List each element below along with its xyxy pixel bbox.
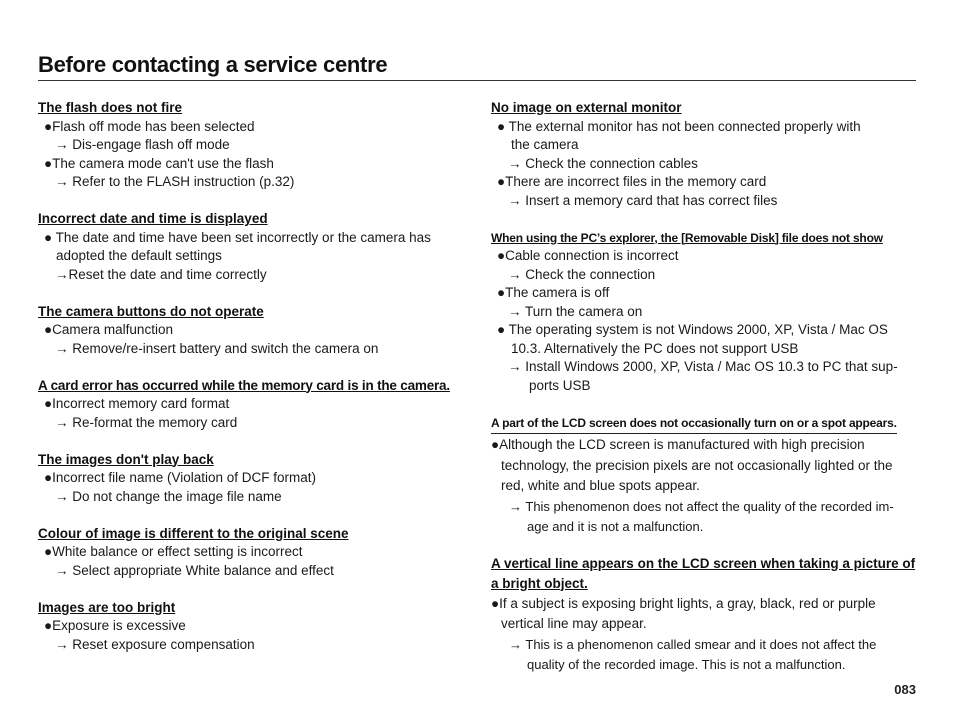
remedy-item: → Reset exposure compensation [55, 636, 255, 652]
spacer [491, 210, 917, 229]
cause-item: ●White balance or effect setting is incorrect [44, 544, 303, 559]
section-buttons-not-operate [38, 303, 468, 359]
cause-item: ●Incorrect file name (Violation of DCF format) [44, 470, 316, 485]
section-heading: No image on external monitor [491, 100, 682, 115]
section-heading: The images don't play back [38, 451, 214, 467]
note-item: → This phenomenon does not affect the quality of the recorded im- [509, 498, 894, 514]
spacer [38, 192, 468, 211]
cause-item-continued: red, white and blue spots appear. [501, 478, 700, 493]
cause-item-continued: the camera [511, 137, 579, 152]
section-too-bright [38, 599, 468, 655]
section-heading: Images are too bright [38, 599, 176, 615]
cause-item: ●Cable connection is incorrect [497, 248, 679, 263]
page-number: 083 [894, 682, 916, 697]
remedy-item: → Insert a memory card that has correct files [508, 192, 778, 208]
section-heading: A part of the LCD screen does not occasionally turn on or a spot appears. [491, 414, 897, 435]
note-item-continued: age and it is not a malfunction. [527, 519, 704, 534]
cause-item: ● The operating system is not Windows 2000, XP, Vista / Mac OS [497, 322, 888, 337]
section-heading-line2: a bright object. [491, 575, 588, 591]
cause-item: ●There are incorrect files in the memory card [497, 174, 767, 189]
spacer [38, 432, 468, 451]
spacer [491, 395, 917, 414]
remedy-item: →Reset the date and time correctly [55, 266, 267, 282]
cause-item: ●Incorrect memory card format [44, 396, 230, 411]
section-heading: Incorrect date and time is displayed [38, 211, 268, 226]
cause-item: ●Exposure is excessive [44, 618, 186, 633]
section-vertical-line [491, 554, 917, 676]
section-card-error [38, 377, 468, 433]
spacer [38, 284, 468, 303]
cause-item: ●If a subject is exposing bright lights, a gray, black, red or purple [491, 595, 876, 611]
section-heading: The flash does not fire [38, 100, 183, 115]
section-removable-disk [491, 229, 917, 396]
remedy-item: → Remove/re-insert battery and switch the camera on [55, 340, 379, 356]
page-title: Before contacting a service centre [38, 52, 388, 77]
left-column [38, 99, 468, 654]
section-heading: Colour of image is different to the original scene [38, 525, 349, 541]
cause-item: ●The camera is off [497, 285, 610, 300]
spacer [38, 580, 468, 599]
cause-item: ●Camera malfunction [44, 322, 173, 337]
spacer [38, 358, 468, 377]
section-images-not-play [38, 451, 468, 507]
section-heading: A card error has occurred while the memory card is in the camera. [38, 377, 450, 393]
remedy-item: → Do not change the image file name [55, 488, 282, 504]
section-heading [491, 554, 917, 594]
remedy-item: → Re-format the memory card [55, 414, 238, 430]
section-heading: When using the PC’s explorer, the [Removable Disk] file does not show [491, 230, 883, 245]
section-heading: The camera buttons do not operate [38, 303, 264, 319]
remedy-item: → Dis-engage flash off mode [55, 137, 230, 152]
remedy-item: → Select appropriate White balance and effect [55, 562, 334, 578]
cause-item-continued: adopted the default settings [56, 248, 222, 263]
title-divider [38, 80, 916, 81]
remedy-item-continued: ports USB [529, 377, 591, 393]
remedy-item: → Check the connection [508, 266, 656, 282]
cause-item-continued: 10.3. Alternatively the PC does not support USB [511, 340, 799, 356]
section-colour-different [38, 525, 468, 581]
cause-item: ●Flash off mode has been selected [44, 118, 255, 134]
right-column [491, 99, 917, 676]
section-heading-line1: A vertical line appears on the LCD screen when taking a picture of [491, 555, 916, 571]
cause-item-continued: technology, the precision pixels are not occasionally lighted or the [501, 457, 893, 473]
note-item-continued: quality of the recorded image. This is not a malfunction. [527, 657, 846, 672]
cause-item: ●Although the LCD screen is manufactured with high precision [491, 437, 865, 452]
cause-item-continued: vertical line may appear. [501, 616, 647, 631]
remedy-item: → Check the connection cables [508, 155, 698, 171]
cause-item: ● The external monitor has not been connected properly with [497, 118, 861, 134]
section-incorrect-date [38, 210, 468, 284]
section-flash-not-fire [38, 99, 468, 192]
section-no-external-image [491, 99, 917, 210]
section-lcd-spot [491, 414, 917, 538]
note-item: → This is a phenomenon called smear and it does not affect the [509, 636, 877, 652]
cause-item: ●The camera mode can't use the flash [44, 155, 274, 171]
cause-item: ● The date and time have been set incorrectly or the camera has [44, 229, 431, 245]
remedy-item: → Refer to the FLASH instruction (p.32) [55, 174, 295, 189]
spacer [491, 538, 917, 554]
remedy-item: → Install Windows 2000, XP, Vista / Mac OS 10.3 to PC that sup- [508, 359, 898, 374]
remedy-item: → Turn the camera on [508, 303, 643, 319]
spacer [38, 506, 468, 525]
